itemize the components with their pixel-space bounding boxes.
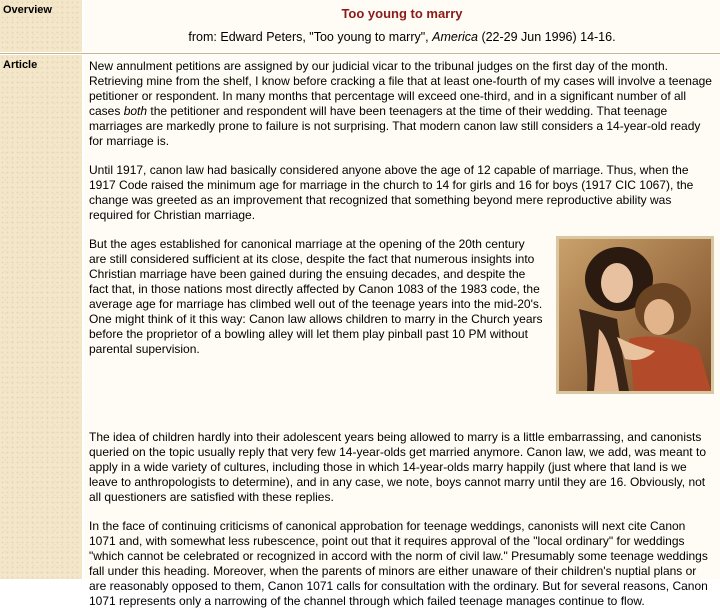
byline-source: America [432, 30, 478, 44]
page-title: Too young to marry [341, 6, 463, 21]
byline-prefix: from: Edward Peters, "Too young to marry", [188, 30, 433, 44]
article-body [84, 55, 720, 609]
paragraph-2: Until 1917, canon law had basically considered anyone above the age of 12 capable of marriage. Thus, when the 1917 Code raised the minimum age for marriage in the church to 14 for girls and 16 for boys (1917 CIC 1067), the change was greeted as an improvement that recognized that something beyond mere reproductive ability was required for Christian marriage. [89, 163, 694, 222]
paragraph-4: The idea of children hardly into their adolescent years being allowed to marry is a little embarrassing, and canonists queried on the topic usually reply that very few 14-year-olds get married anymore. Canon law, we add, was meant to apply in a wide variety of cultures, including those in which 14-year-olds marry happily (just where that land is we leave to anthropologists to determine), and in any case, we note, boys cannot marry until they are 16. Obviously, not all questioners are satisfied with these replies. [89, 430, 706, 504]
byline-suffix: (22-29 Jun 1996) 14-16. [477, 30, 616, 44]
divider [0, 53, 720, 54]
paragraph-3: But the ages established for canonical marriage at the opening of the 20th century are still considered sufficient at its close, despite the fact that numerous insights into Christian marriage have been gained during the ensuing decades, and despite the fact that, in those nations most directly affected by Canon 1083 of the 1983 code, the average age for marriage has climbed well out of the teenage years into the mid-20's. One might think of it this way: Canon law allows children to marry in the Church years before the proprietor of a bowling alley will let them play pinball past 10 PM without parental supervision. [89, 237, 543, 356]
article-content [84, 55, 720, 608]
couple-photo-image [559, 239, 711, 391]
paragraph-5: In the face of continuing criticisms of canonical approbation for teenage weddings, canonists will next cite Canon 1071 and, with somewhat less rubescence, point out that it requires approval of the "local ordinary" for weddings "which cannot be celebrated or recognized in accord with the norm of civil law." Presumably some teenage weddings fall under this heading. Moreover, when the parents of minors are either unaware of their children's nuptial plans or are reasonably opposed to them, Canon 1071 calls for consultation with the ordinary. But for several reasons, Canon 1071 represents only a narrowing of the channel through which failed teenage manages continue to flow. [89, 519, 708, 608]
couple-photo [556, 236, 714, 394]
paragraph-1: New annulment petitions are assigned by our judicial vicar to the tribunal judges on the first day of the month. Retrieving mine from the shelf, I know before cracking a file that at least one-fourth of my cases will involve a teenage petitioner or respondent. In many months that percentage will exceed one-third, and in a significant number of all cases both the petitioner and respondent will have been teenagers at the time of their wedding. That teenage marriages are markedly prone to failure is not surprising. That modern canon law still considers a 14-year-old ready for marriage is. [89, 59, 712, 148]
byline [84, 30, 720, 44]
overview-label: Overview [0, 0, 82, 52]
article-label: Article [0, 55, 82, 579]
overview-row [0, 0, 720, 52]
overview-content [84, 0, 720, 52]
article-row [0, 55, 720, 608]
